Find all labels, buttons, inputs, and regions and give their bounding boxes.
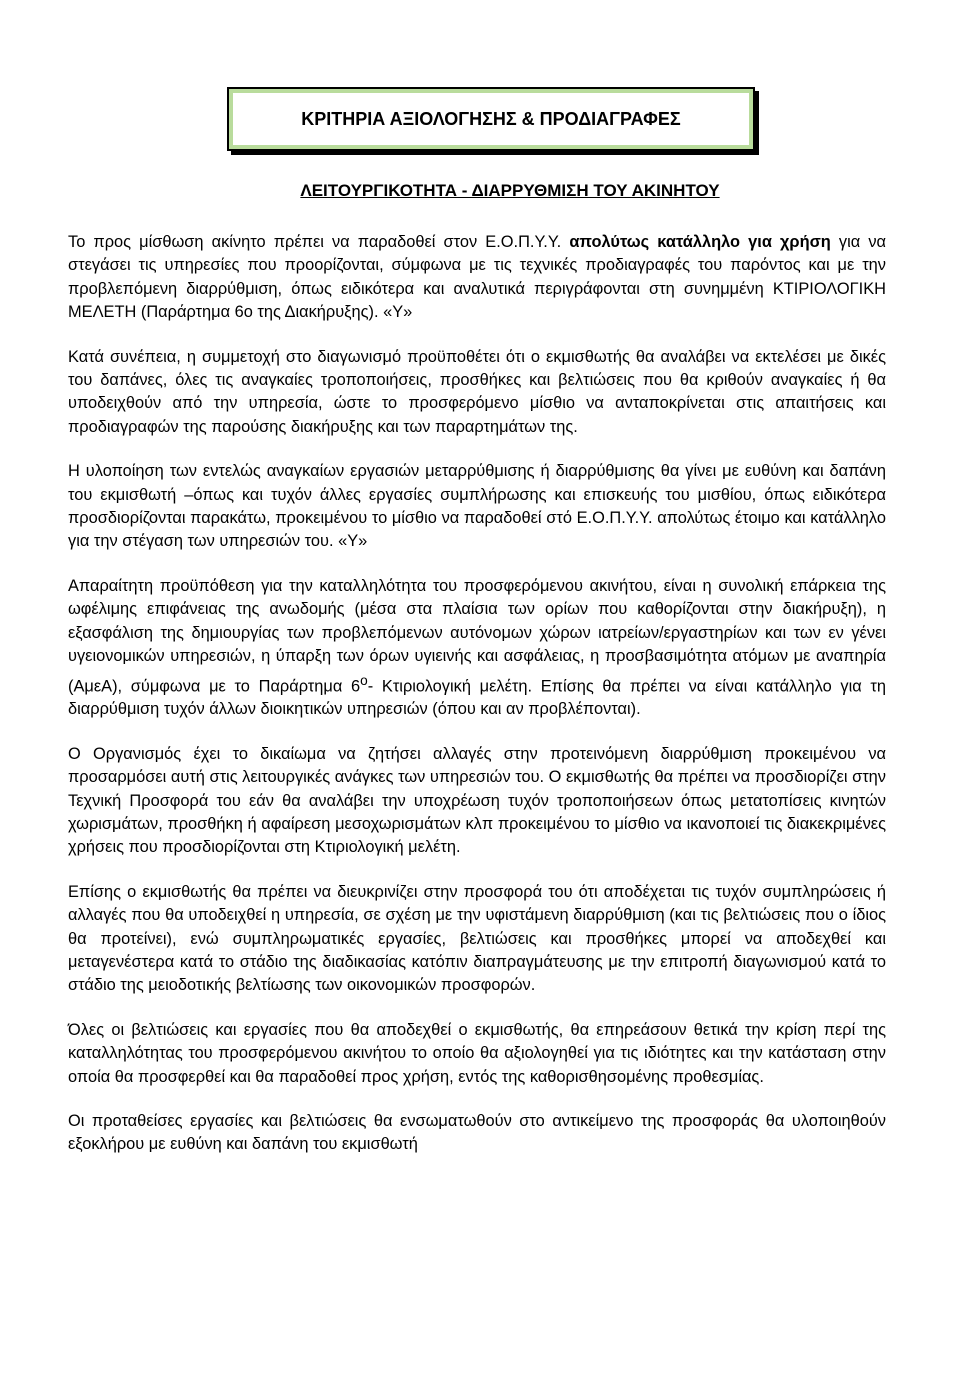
paragraph-1: Το προς μίσθωση ακίνητο πρέπει να παραδοθεί στον Ε.Ο.Π.Υ.Υ. απολύτως κατάλληλο για χρήση για να στεγάσει τις υπηρεσίες που προορίζονται, σύμφωνα με τις τεχνικές προδιαγραφές του παρόντος και με την προβλεπόμενη διαρρύθμιση, όπως ειδικότερα και αναλυτικά περιγράφονται στη συνημμένη ΚΤΙΡΙΟΛΟΓΙΚΗ ΜΕΛΕΤΗ (Παράρτημα 6ο της Διακήρυξης). «Υ» (68, 233, 887, 322)
paragraph-7: Όλες οι βελτιώσεις και εργασίες που θα αποδεχθεί ο εκμισθωτής, θα επηρεάσουν θετικά την κρίση περί της καταλληλότητας του προσφερόμενου ακινήτου το οποίο θα αξιολογηθεί για τις ιδιότητες και την κατάσταση στην οποία θα προσφερθεί και θα παραδοθεί προς χρήση, εντός της καθορισθησομένης προθεσμίας. (68, 1020, 886, 1086)
paragraph-6: Επίσης ο εκμισθωτής θα πρέπει να διευκρινίζει στην προσφορά του ότι αποδέχεται τις τυχόν συμπληρώσεις ή αλλαγές που θα υποδειχθεί η υπηρεσία, σε σχέση με την υφιστάμενη διαρρύθμιση (και τις βελτιώσεις που ο ίδιος θα προτείνει), ενώ συμπληρωματικές εργασίες, βελτιώσεις και προσθήκες μπορεί να αποδεχθεί και μεταγενέστερα κατά το στάδιο της διαδικασίας κατόπιν διαπραγμάτευσης με την επιτροπή διαγωνισμού κατά το στάδιο της μειοδοτικής βελτίωσης των οικονομικών προσφορών. (68, 882, 886, 995)
title-box (227, 87, 755, 151)
document-body (68, 231, 886, 1178)
document-title: ΚΡΙΤΗΡΙΑ ΑΞΙΟΛΟΓΗΣΗΣ & ΠΡΟΔΙΑΓΡΑΦΕΣ (301, 108, 681, 129)
ordinal-superscript: ο (360, 672, 368, 688)
paragraph-8: Οι προταθείσες εργασίες και βελτιώσεις θα ενσωματωθούν στο αντικείμενο της προσφοράς θα υλοποιηθούν εξοκλήρου με ευθύνη και δαπάνη του εκμισθωτή (68, 1112, 886, 1154)
section-subtitle: ΛΕΙΤΟΥΡΓΙΚΟΤΗΤΑ - ΔΙΑΡΡΥΘΜΙΣΗ ΤΟΥ ΑΚΙΝΗΤΟΥ (300, 181, 720, 200)
paragraph-4: Απαραίτητη προϋπόθεση για την καταλληλότητα του προσφερόμενου ακινήτου, είναι η συνολική επάρκεια της ωφέλιμης επιφάνειας της ανωδομής (μέσα στα πλαίσια των ορίων που καθορίζονται στην διακήρυξη), η εξασφάλιση της δημιουργίας των προβλεπόμενων αυτόνομων χώρων ιατρείων/εργαστηρίων και των εν γένει υγειονομικών υπηρεσιών, η ύπαρξη των όρων υγιεινής και ασφάλειας, η προσβασιμότητα ατόμων με αναπηρία (ΑμεΑ), σύμφωνα με το Παράρτημα $6^o-$ Κτιριολογική μελέτη. Επίσης θα πρέπει να είναι κατάλληλο για τη διαρρύθμιση τυχόν άλλων διοικητικών υπηρεσιών (όπου και αν προβλέπονται). (68, 576, 886, 719)
emphasis-suitable: απολύτως κατάλληλο για χρήση (569, 233, 831, 251)
paragraph-2: Κατά συνέπεια, η συμμετοχή στο διαγωνισμό προϋποθέτει ότι ο εκμισθωτής θα αναλάβει να εκτελέσει με δικές του δαπάνες, όλες τις αναγκαίες τροποποιήσεις, προσθήκες και βελτιώσεις που θα κριθούν αναγκαίες ή θα υποδειχθούν από την υπηρεσία, ώστε το προσφερόμενο μίσθιο να ανταποκρίνεται στις απαιτήσεις και προδιαγραφών της παρούσης διακήρυξης και των παραρτημάτων της. (68, 347, 886, 436)
paragraph-5: Ο Οργανισμός έχει το δικαίωμα να ζητήσει αλλαγές στην προτεινόμενη διαρρύθμιση προκειμένου να προσαρμόσει αυτή στις λειτουργικές ανάγκες των υπηρεσιών του. Ο εκμισθωτής θα πρέπει να προσδιορίζει στην Τεχνική Προσφορά του εάν θα αναλάβει την υποχρέωση τυχόν τροποποιήσεων όπως μετατοπίσεις κινητών χωρισμάτων, προσθήκη ή αφαίρεση μεσοχωρισμάτων κλπ προκειμένου το μίσθιο να ικανοποιεί τις διακεκριμένες χρήσεις που προσδιορίζονται στη Κτιριολογική μελέτη. (68, 744, 886, 857)
paragraph-3: Η υλοποίηση των εντελώς αναγκαίων εργασιών μεταρρύθμισης ή διαρρύθμισης θα γίνει με ευθύνη και δαπάνη του εκμισθωτή –όπως και τυχόν άλλες εργασίες συμπλήρωσης και επισκευής του μισθίου, όπως ειδικότερα προσδιορίζονται παρακάτω, προκειμένου το μίσθιο να παραδοθεί στό Ε.Ο.Π.Υ.Υ. απολύτως έτοιμο και κατάλληλο για την στέγαση των υπηρεσιών του. «Υ» (68, 462, 886, 551)
